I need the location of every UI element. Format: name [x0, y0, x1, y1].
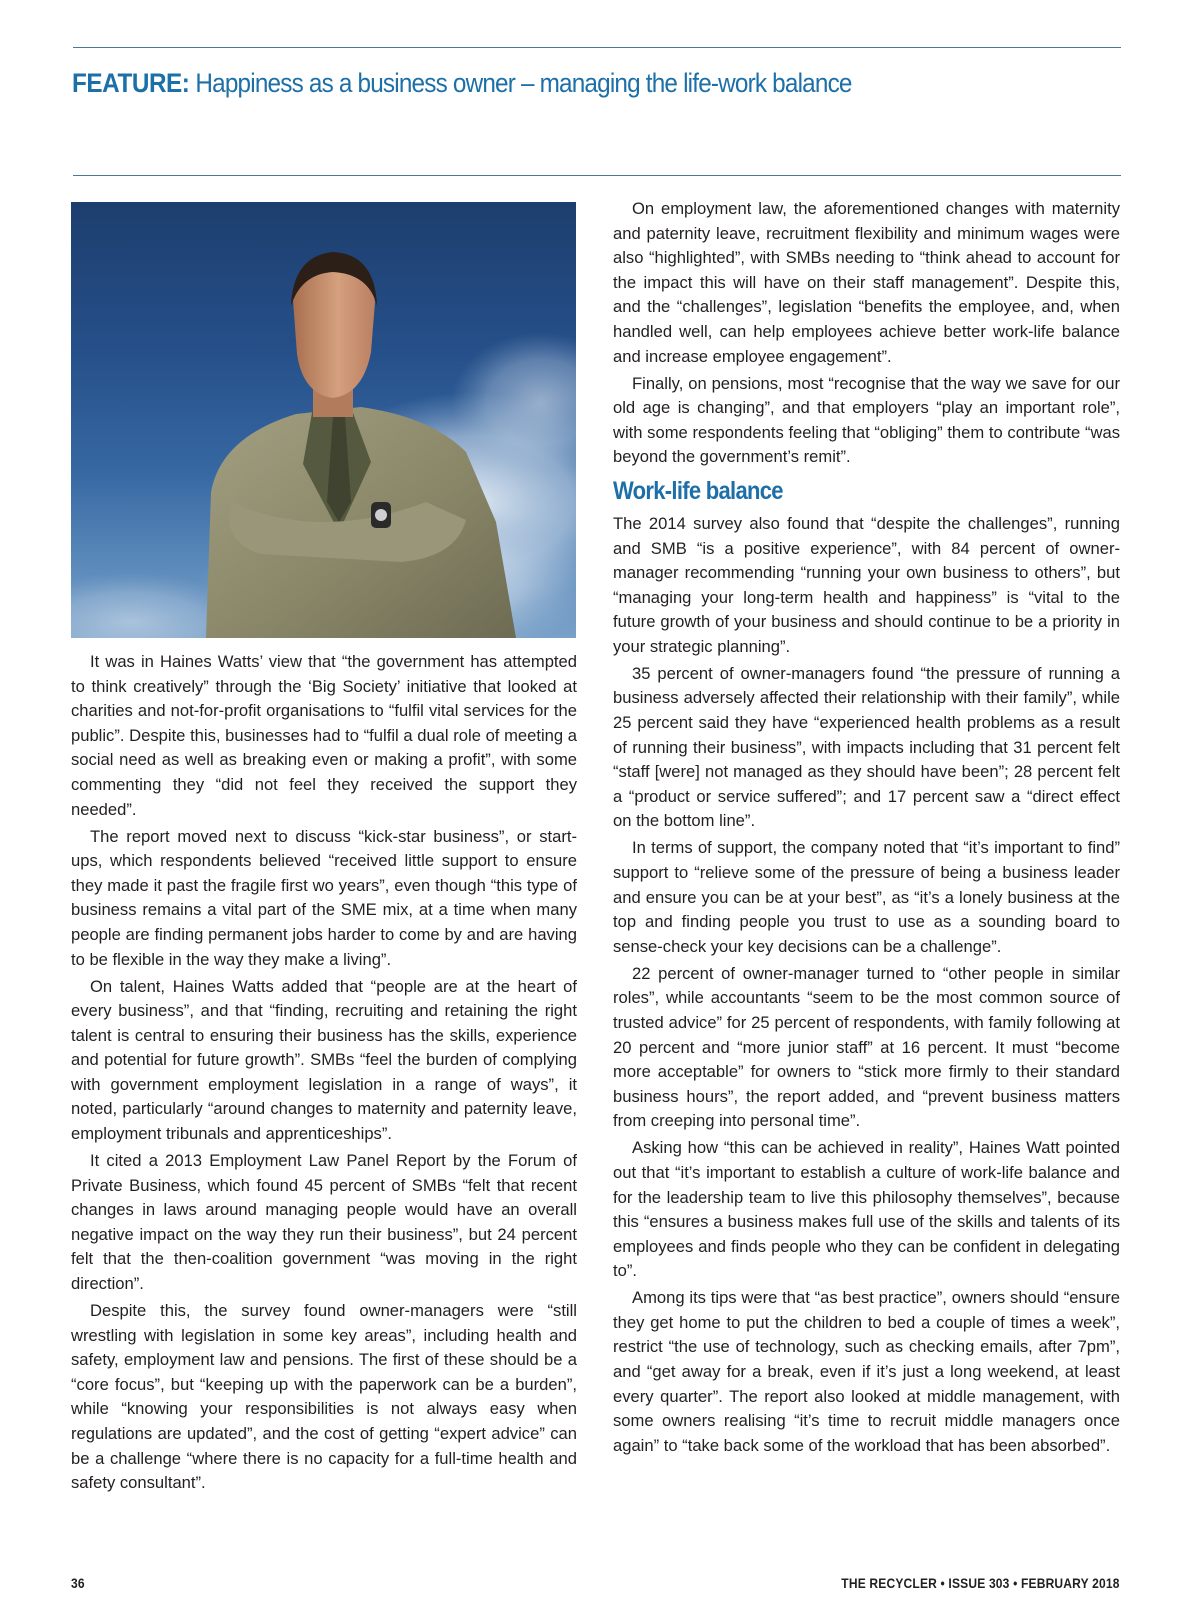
article-title: Happiness as a business owner – managing the life-work balance [195, 68, 852, 98]
section-subheading: Work-life balance [613, 476, 783, 505]
right-article-column [613, 197, 1120, 1461]
body-paragraph: On employment law, the aforementioned changes with maternity and paternity leave, recruitment flexibility and minimum wages were also “highlighted”, with SMBs needing to “think ahead to account for the impact this will have on their staff management”. Despite this, and the “challenges”, legislation “benefits the employee, and, when handled well, can help employees achieve better work-life balance and increase employee engagement”. [613, 199, 1120, 366]
header-top-rule [73, 47, 1121, 48]
section-label: FEATURE: [72, 68, 190, 98]
page-number: 36 [71, 1575, 85, 1591]
body-paragraph: 35 percent of owner-managers found “the pressure of running a business adversely affected their relationship with their family”, while 25 percent said they have “experienced health problems as a result of running their business”, with impacts including that 31 percent felt “staff [were] not managed as they should have been”; 28 percent felt a “product or service suffered”; and 17 percent saw a “direct effect on the bottom line”. [613, 663, 1120, 831]
body-paragraph: Despite this, the survey found owner-managers were “still wrestling with legislation in some key areas”, including health and safety, employment law and pensions. The first of these should be a “core focus”, but “keeping up with the paperwork can be a burden”, while “knowing your responsibilities is not always easy when regulations are updated”, and the cost of getting “expert advice” can be a challenge “where there is no capacity for a full-time health and safety consultant”. [71, 1301, 577, 1493]
body-paragraph: The report moved next to discuss “kick-star business”, or start-ups, which respondents believed “received little support to ensure they made it past the fragile first wo years”, even though “this type of business remains a vital part of the SME mix, at a time when many people are finding permanent jobs harder to come by and are having to be flexible in the way they make a living”. [71, 826, 577, 969]
watch-face [375, 509, 387, 521]
body-paragraph: 22 percent of owner-manager turned to “other people in similar roles”, while accountants “seem to be the most common source of trusted advice” for 25 percent of respondents, with family following at 20 percent and “more junior staff” at 16 percent. It must “become more acceptable” for owners to “stick more firmly to their standard business hours”, the report added, and “prevent business matters from creeping into personal time”. [613, 963, 1120, 1131]
header-bottom-rule [73, 175, 1121, 176]
section-lead-paragraph: The 2014 survey also found that “despite the challenges”, running and SMB “is a positive experience”, with 84 percent of owner-manager recommending “running your own business to others”, but “managing your long-term health and happiness” is “vital to the future growth of your business and should continue to be a priority in your strategic planning”. [613, 513, 1120, 656]
body-paragraph: Among its tips were that “as best practice”, owners should “ensure they get home to put the children to bed a couple of times a week”, restrict “the use of technology, such as checking emails, after 7pm”, and “get away for a break, even if it’s just a long weekend, at least every quarter”. The report also looked at middle management, with some owners realising “it’s time to recruit middle managers once again” to “take back some of the workload that has been absorbed”. [613, 1288, 1120, 1455]
left-article-column [71, 650, 577, 1498]
body-paragraph: Asking how “this can be achieved in reality”, Haines Watt pointed out that “it’s important to establish a culture of work-life balance and for the leadership team to live this philosophy themselves”, because this “ensures a business makes full use of the skills and talents of its employees and finds people who they can be confident in delegating to”. [613, 1138, 1120, 1281]
businessman-photo [71, 202, 576, 638]
publication-footer: THE RECYCLER • ISSUE 303 • FEBRUARY 2018 [841, 1575, 1120, 1591]
page-headline [72, 66, 1017, 100]
body-paragraph: It was in Haines Watts’ view that “the government has attempted to think creatively” through the ‘Big Society’ initiative that looked at charities and not-for-profit organisations to “fulfil vital services for the public”. Despite this, businesses had to “fulfil a dual role of meeting a social need as well as breaking even or making a profit”, with some commenting they “did not feel they received the support they needed”. [71, 652, 577, 819]
body-paragraph: In terms of support, the company noted that “it’s important to find” support to “relieve some of the pressure of being a business leader and ensure you can be at your best”, as “it’s a lonely business at the top and finding people you trust to use as a sounding board to sense-check your key decisions can be a challenge”. [613, 838, 1120, 956]
body-paragraph: On talent, Haines Watts added that “people are at the heart of every business”, and that “finding, recruiting and retaining the right talent is central to ensuring their business has the skills, experience and potential for future growth”. SMBs “feel the burden of complying with government employment legislation in a range of ways”, it noted, particularly “around changes to maternity and paternity leave, employment tribunals and apprenticeships”. [71, 976, 577, 1144]
body-paragraph: Finally, on pensions, most “recognise that the way we save for our old age is changing”, and that employers “play an important role”, with some respondents feeling that “obliging” them to contribute “was beyond the government’s remit”. [613, 373, 1120, 467]
body-paragraph: It cited a 2013 Employment Law Panel Report by the Forum of Private Business, which found 45 percent of SMBs “felt that recent changes in laws around managing people would have an overall negative impact on the way they run their business”, but 24 percent felt that the then-coalition government “was moving in the right direction”. [71, 1151, 577, 1294]
